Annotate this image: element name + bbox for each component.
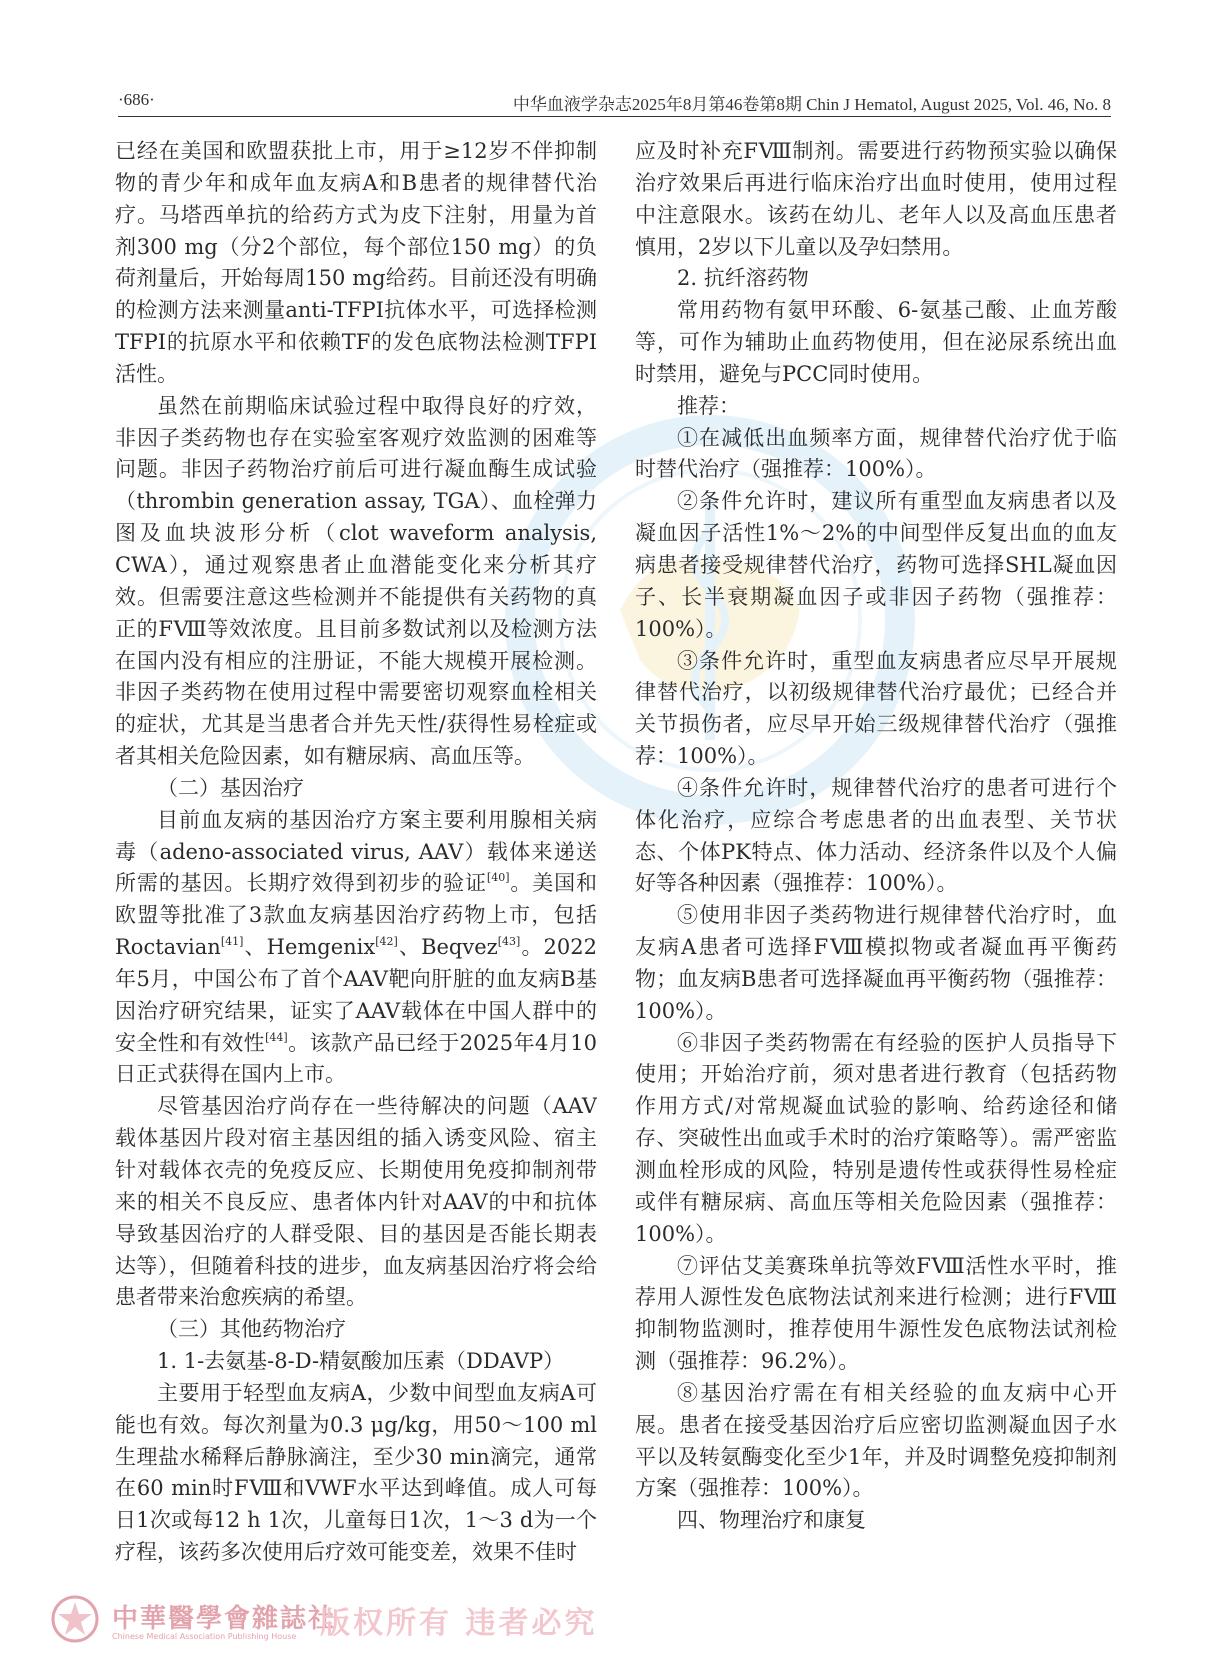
section-heading: 四、物理治疗和康复 xyxy=(677,1508,866,1533)
paragraph: 尽管基因治疗尚存在一些待解决的问题（AAV载体基因片段对宿主基因组的插入诱变风险、宿主针对载体衣壳的免疫反应、长期使用免疫抑制剂带来的相关不良反应、患者体内针对AAV的中和抗体导致基因治疗的人群受限、目的基因是否能长期表达等），但随着科技的进步，血友病基因治疗将会给患者带来治愈疾病的希望。 xyxy=(115,1094,597,1310)
paragraph: 主要用于轻型血友病A，少数中间型血友病A可能也有效。每次剂量为0.3 μg/kg，用50～100 ml生理盐水稀释后静脉滴注，至少30 min滴完，通常在60 min时FⅧ和VWF水平达到峰值。成人可每日1次或每12 h 1次，儿童每日1次，1～3 d为一个疗程，该药多次使用后疗效可能变差，效果不佳时 xyxy=(115,1380,597,1565)
page-number: ·686· xyxy=(118,90,155,109)
recommendation-item: ④条件允许时，规律替代治疗的患者可进行个体化治疗，应综合考虑患者的出血表型、关节状态、个体PK特点、体力活动、经济条件以及个人偏好等各种因素（强推荐：100%）。 xyxy=(635,775,1117,896)
publisher-footer xyxy=(20,1590,660,1650)
left-column xyxy=(115,136,597,1569)
recommendation-item: ⑦评估艾美赛珠单抗等效FⅧ活性水平时，推荐用人源性发色底物法试剂来进行检测；进行FⅧ抑制物监测时，推荐使用牛源性发色底物法试剂检测（强推荐：96.2%）。 xyxy=(635,1253,1117,1374)
subsection-heading: 1. 1-去氨基-8-D-精氨酸加压素（DDAVP） xyxy=(157,1349,565,1374)
section-heading: （二）基因治疗 xyxy=(157,775,304,800)
paragraph: 虽然在前期临床试验过程中取得良好的疗效，非因子类药物也存在实验室客观疗效监测的困难等问题。非因子药物治疗前后可进行凝血酶生成试验（thrombin generation assay, TGA）、血栓弹力图及血块波形分析（clot waveform analysis, CWA），通过观察患者止血潜能变化来分析其疗效。但需要注意这些检测并不能提供有关药物的真正的FⅧ等效浓度。且目前多数试剂以及检测方法在国内没有相应的注册证，不能大规模开展检测。非因子类药物在使用过程中需要密切观察血栓相关的症状，尤其是当患者合并先天性/获得性易栓症或者其相关危险因素，如有糖尿病、高血压等。 xyxy=(115,393,597,769)
publisher-seal-icon xyxy=(50,1594,100,1644)
recommendation-item: ①在减低出血频率方面，规律替代治疗优于临时替代治疗（强推荐：100%）。 xyxy=(635,425,1117,482)
recommendation-item: ⑥非因子类药物需在有经验的医护人员指导下使用；开始治疗前，须对患者进行教育（包括药物作用方式/对常规凝血试验的影响、给药途径和储存、突破性出血或手术时的治疗策略等）。需严密监测血栓形成的风险，特别是遗传性或获得性易栓症或伴有糖尿病、高血压等相关危险因素（强推荐：100%）。 xyxy=(635,1030,1117,1246)
copyright-notice: 版权所有 违者必究 xyxy=(320,1606,598,1641)
right-column xyxy=(635,136,1117,1537)
paragraph-gene-therapy: 目前血友病的基因治疗方案主要利用腺相关病毒（adeno-associated virus, AAV）载体来递送所需的基因。长期疗效得到初步的验证[40]。美国和欧盟等批准了3款血友病基因治疗药物上市，包括Roctavian[41]、Hemgenix[42]、Beqvez[43]。2022年5月，中国公布了首个AAV靶向肝脏的血友病B基因治疗研究结果，证实了AAV载体在中国人群中的安全性和有效性[44]。该款产品已经于2025年4月10日正式获得在国内上市。 xyxy=(115,807,597,1087)
paragraph: 常用药物有氨甲环酸、6-氨基己酸、止血芳酸等，可作为辅助止血药物使用，但在泌尿系统出血时禁用，避免与PCC同时使用。 xyxy=(635,298,1117,386)
publisher-english-name: Chinese Medical Association Publishing House xyxy=(112,1632,297,1641)
recommendation-item: ⑧基因治疗需在有相关经验的血友病中心开展。患者在接受基因治疗后应密切监测凝血因子水平以及转氨酶变化至少1年，并及时调整免疫抑制剂方案（强推荐：100%）。 xyxy=(635,1380,1117,1501)
section-heading: （三）其他药物治疗 xyxy=(157,1317,346,1342)
paragraph: 应及时补充FⅧ制剂。需要进行药物预实验以确保治疗效果后再进行临床治疗出血时使用，使用过程中注意限水。该药在幼儿、老年人以及高血压患者慎用，2岁以下儿童以及孕妇禁用。 xyxy=(635,139,1117,259)
subsection-heading: 2. 抗纤溶药物 xyxy=(677,266,809,291)
publisher-name: 中華醫學會雜誌社 xyxy=(112,1604,337,1634)
paragraph: 已经在美国和欧盟获批上市，用于≥12岁不伴抑制物的青少年和成年血友病A和B患者的规律替代治疗。马塔西单抗的给药方式为皮下注射，用量为首剂300 mg（分2个部位，每个部位150 mg）的负荷剂量后，开始每周150 mg给药。目前还没有明确的检测方法来测量anti-TFPI抗体水平，可选择检测TFPI的抗原水平和依赖TF的发色底物法检测TFPI活性。 xyxy=(115,139,597,386)
recommendation-heading: 推荐： xyxy=(677,393,740,418)
recommendation-item: ③条件允许时，重型血友病患者应尽早开展规律替代治疗，以初级规律替代治疗最优；已经合并关节损伤者，应尽早开始三级规律替代治疗（强推荐：100%）。 xyxy=(635,648,1117,769)
journal-citation: 中华血液学杂志2025年8月第46卷第8期 Chin J Hematol, August 2025, Vol. 46, No. 8 xyxy=(512,95,1111,114)
recommendation-item: ②条件允许时，建议所有重型血友病患者以及凝血因子活性1%～2%的中间型伴反复出血的血友病患者接受规律替代治疗，药物可选择SHL凝血因子、长半衰期凝血因子或非因子药物（强推荐：100%）。 xyxy=(635,489,1117,641)
running-header xyxy=(118,88,1111,117)
recommendation-item: ⑤使用非因子类药物进行规律替代治疗时，血友病A患者可选择FⅧ模拟物或者凝血再平衡药物；血友病B患者可选择凝血再平衡药物（强推荐：100%）。 xyxy=(635,903,1117,1023)
